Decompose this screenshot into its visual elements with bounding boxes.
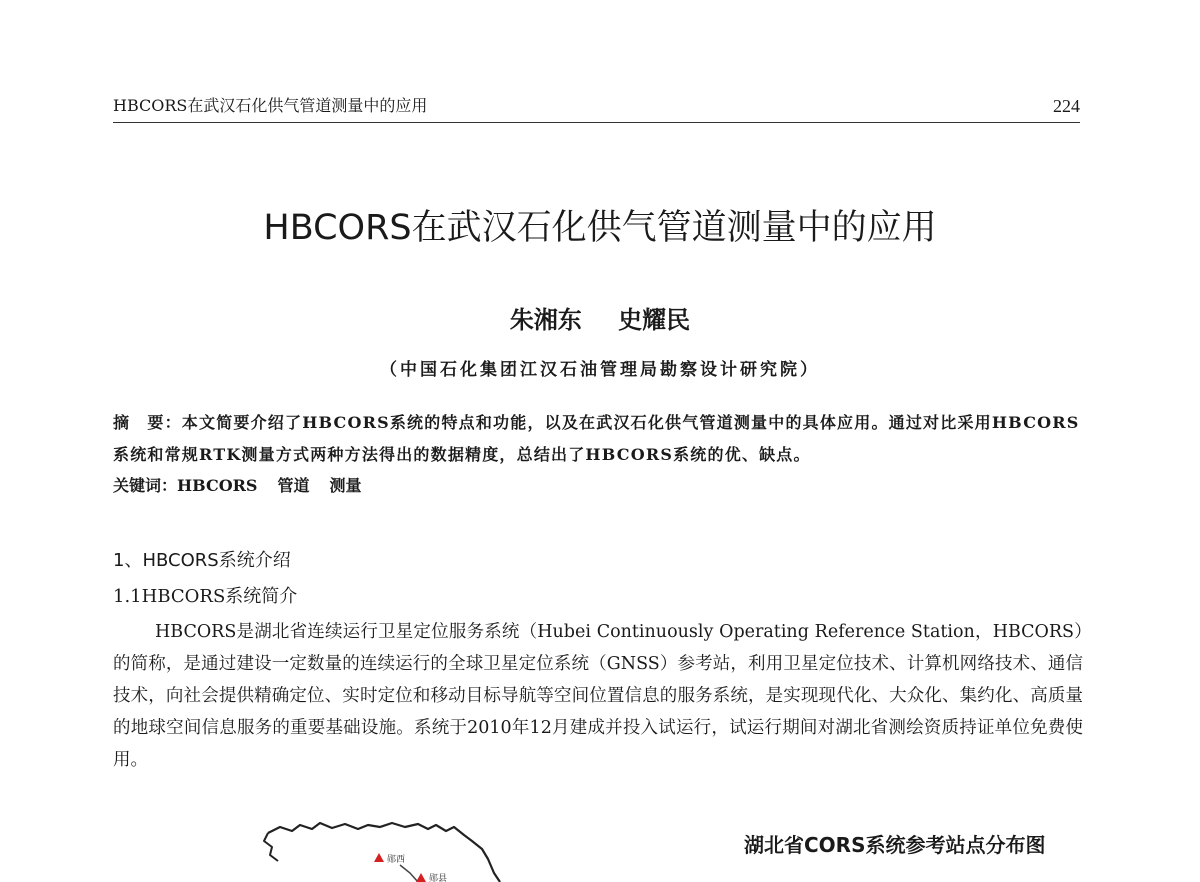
- station-marker: [374, 853, 384, 862]
- page-number: 224: [1053, 96, 1080, 116]
- river-line: [400, 865, 418, 882]
- author-affiliation: （中国石化集团江汉石油管理局勘察设计研究院）: [380, 360, 820, 380]
- keyword: 管道: [277, 476, 310, 495]
- author-name: 史耀民: [618, 306, 691, 334]
- province-boundary-inner: [264, 833, 278, 861]
- author-list: [0, 304, 1200, 336]
- station-label: 郧西: [387, 855, 406, 865]
- keywords: [113, 472, 382, 500]
- running-header: [113, 96, 1080, 123]
- province-map: [250, 815, 530, 882]
- paper-title: HBCORS在武汉石化供气管道测量中的应用: [263, 208, 937, 248]
- keywords-label: 关键词：: [113, 476, 178, 495]
- running-header-title: HBCORS在武汉石化供气管道测量中的应用: [113, 96, 428, 115]
- body-paragraph: HBCORS是湖北省连续运行卫星定位服务系统（Hubei Continuously Operating Reference Station，HBCORS）的简称，是通过建设一定数量的连续运行的全球卫星定位系统（GNSS）参考站，利用卫星定位技术、计算机网络技术、通信技术，向社会提供精确定位、实时定位和移动目标导航等空间位置信息的服务系统，是实现现代化、大众化、集约化、高质量的地球空间信息服务的重要基础设施。系统于2010年12月建成并投入试运行，试运行期间对湖北省测绘资质持证单位免费使用。: [113, 622, 1083, 770]
- province-boundary: [268, 823, 500, 882]
- subsection-heading: 1.1HBCORS系统简介: [113, 586, 298, 607]
- station-marker: [416, 873, 426, 882]
- station-label: 郧县: [429, 874, 448, 882]
- keyword: HBCORS: [177, 476, 258, 495]
- figure-caption: 湖北省CORS系统参考站点分布图: [744, 833, 1046, 857]
- section-heading: 1、HBCORS系统介绍: [113, 550, 291, 571]
- abstract: 摘 要：本文简要介绍了HBCORS系统的特点和功能，以及在武汉石化供气管道测量中的具体应用。通过对比采用HBCORS系统和常规RTK测量方式两种方法得出的数据精度，总结出了HBCORS系统的优、缺点。: [113, 413, 1080, 464]
- province-map-figure: [250, 815, 530, 882]
- keyword: 测量: [329, 476, 362, 495]
- author-name: 朱湘东: [509, 306, 582, 334]
